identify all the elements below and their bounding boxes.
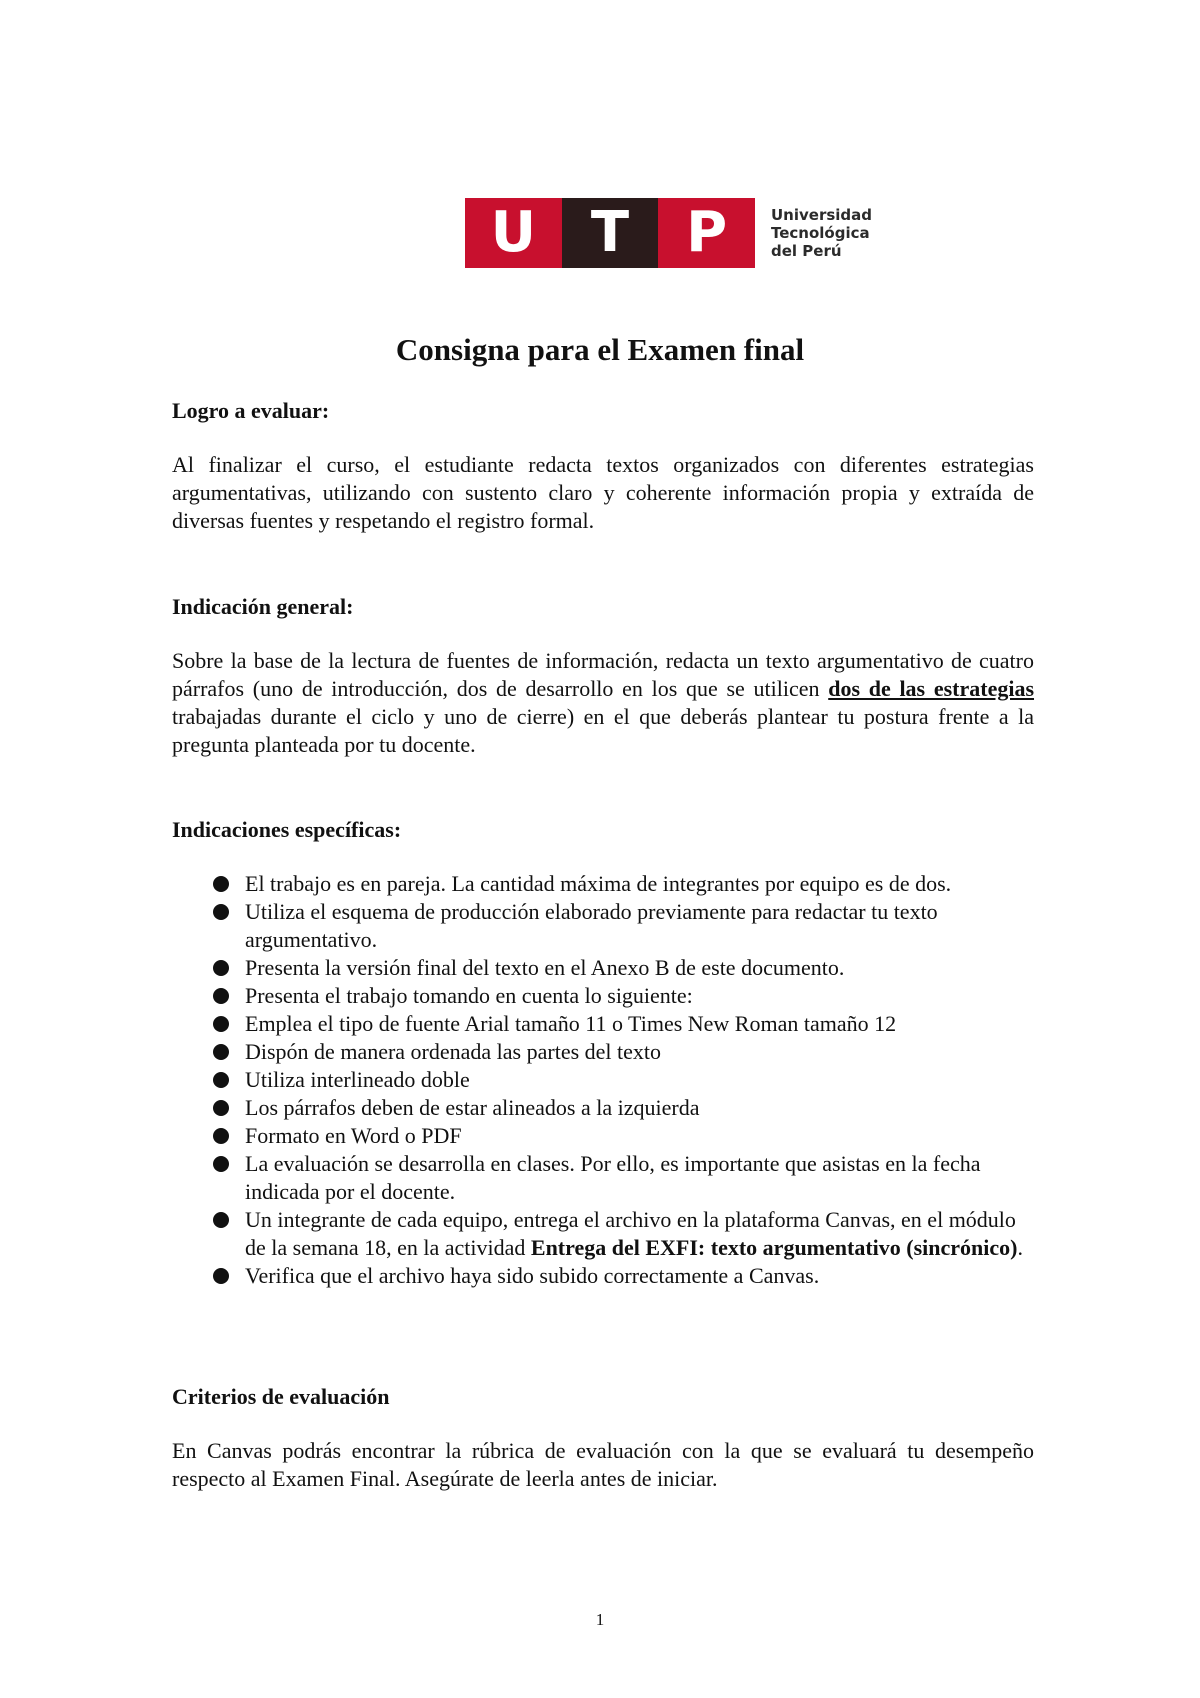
list-item bbox=[172, 1262, 1034, 1290]
indicacion-text-after: trabajadas durante el ciclo y uno de cierre) en el que deberás plantear tu postura frente a la pregunta planteada por tu docente. bbox=[172, 704, 1034, 757]
bullet-icon bbox=[213, 1212, 229, 1228]
utp-logo bbox=[465, 198, 872, 268]
list-item-text: Presenta la versión final del texto en el Anexo B de este documento. bbox=[245, 955, 845, 980]
list-item-text: Utiliza el esquema de producción elaborado previamente para redactar tu texto argumentativo. bbox=[245, 899, 938, 952]
logro-heading: Logro a evaluar: bbox=[172, 398, 330, 423]
list-item-text: El trabajo es en pareja. La cantidad máxima de integrantes por equipo es de dos. bbox=[245, 871, 952, 896]
logo-line-3: del Perú bbox=[771, 242, 842, 260]
criterios-paragraph: En Canvas podrás encontrar la rúbrica de evaluación con la que se evaluará tu desempeño respecto al Examen Final. Asegúrate de leerla antes de iniciar. bbox=[172, 1438, 1034, 1491]
logo-university-name bbox=[771, 206, 872, 260]
list-item bbox=[172, 898, 1034, 954]
list-item-text: Formato en Word o PDF bbox=[245, 1123, 462, 1148]
criterios-heading: Criterios de evaluación bbox=[172, 1384, 390, 1409]
list-item bbox=[172, 1066, 1034, 1094]
canvas-item-after: . bbox=[1017, 1235, 1023, 1260]
indicaciones-list bbox=[172, 870, 1034, 1290]
list-item bbox=[172, 1094, 1034, 1122]
bullet-icon bbox=[213, 1156, 229, 1172]
logro-paragraph: Al finalizar el curso, el estudiante redacta textos organizados con diferentes estrategias argumentativas, utilizando con sustento claro y coherente información propia y extraída de diversas fuentes y respetando el registro formal. bbox=[172, 452, 1034, 533]
bullet-icon bbox=[213, 1072, 229, 1088]
indicacion-text-before: Sobre la base de la lectura de fuentes de información, redacta un texto argumentativo de cuatro párrafos (uno de introducción, dos de desarrollo en los que se utilicen bbox=[172, 648, 1034, 701]
bullet-icon bbox=[213, 904, 229, 920]
bullet-icon bbox=[213, 1016, 229, 1032]
list-item-text: Verifica que el archivo haya sido subido correctamente a Canvas. bbox=[245, 1263, 820, 1288]
indicacion-general-heading: Indicación general: bbox=[172, 594, 354, 619]
bullet-icon bbox=[213, 1100, 229, 1116]
list-item bbox=[172, 1206, 1034, 1262]
bullet-icon bbox=[213, 988, 229, 1004]
bullet-icon bbox=[213, 876, 229, 892]
list-item bbox=[172, 1038, 1034, 1066]
bullet-icon bbox=[213, 1268, 229, 1284]
bullet-icon bbox=[213, 1044, 229, 1060]
indicacion-emphasis: dos de las estrategias bbox=[828, 676, 1035, 701]
list-item-text: Utiliza interlineado doble bbox=[245, 1067, 470, 1092]
logo-line-1: Universidad bbox=[771, 206, 873, 224]
list-item bbox=[172, 982, 1034, 1010]
bullet-icon bbox=[213, 960, 229, 976]
list-item-text: La evaluación se desarrolla en clases. Por ello, es importante que asistas en la fecha indicada por el docente. bbox=[245, 1151, 981, 1204]
list-item-text: Emplea el tipo de fuente Arial tamaño 11 o Times New Roman tamaño 12 bbox=[245, 1011, 897, 1036]
list-item bbox=[172, 1010, 1034, 1038]
list-item-text: Dispón de manera ordenada las partes del texto bbox=[245, 1039, 662, 1064]
logo-letter-p: P bbox=[658, 198, 755, 268]
list-item bbox=[172, 1122, 1034, 1150]
list-item-text: Presenta el trabajo tomando en cuenta lo siguiente: bbox=[245, 983, 693, 1008]
list-item bbox=[172, 870, 1034, 898]
list-item bbox=[172, 1150, 1034, 1206]
document-title: Consigna para el Examen final bbox=[395, 332, 805, 367]
logo-letter-t: T bbox=[562, 198, 659, 268]
list-item bbox=[172, 954, 1034, 982]
list-item-text: Los párrafos deben de estar alineados a la izquierda bbox=[245, 1095, 700, 1120]
bullet-icon bbox=[213, 1128, 229, 1144]
logo-line-2: Tecnológica bbox=[771, 224, 870, 242]
logo-letter-block bbox=[465, 198, 755, 268]
canvas-item-before: Un integrante de cada equipo, entrega el archivo en la plataforma Canvas, en el módulo de la semana 18, en la actividad bbox=[245, 1207, 1016, 1260]
logo-letter-u: U bbox=[465, 198, 562, 268]
page-number: 1 bbox=[595, 1610, 605, 1629]
canvas-item-bold: Entrega del EXFI: texto argumentativo (sincrónico) bbox=[530, 1235, 1018, 1260]
indicacion-general-paragraph bbox=[172, 647, 1034, 759]
indicaciones-especificas-heading: Indicaciones específicas: bbox=[172, 817, 402, 842]
